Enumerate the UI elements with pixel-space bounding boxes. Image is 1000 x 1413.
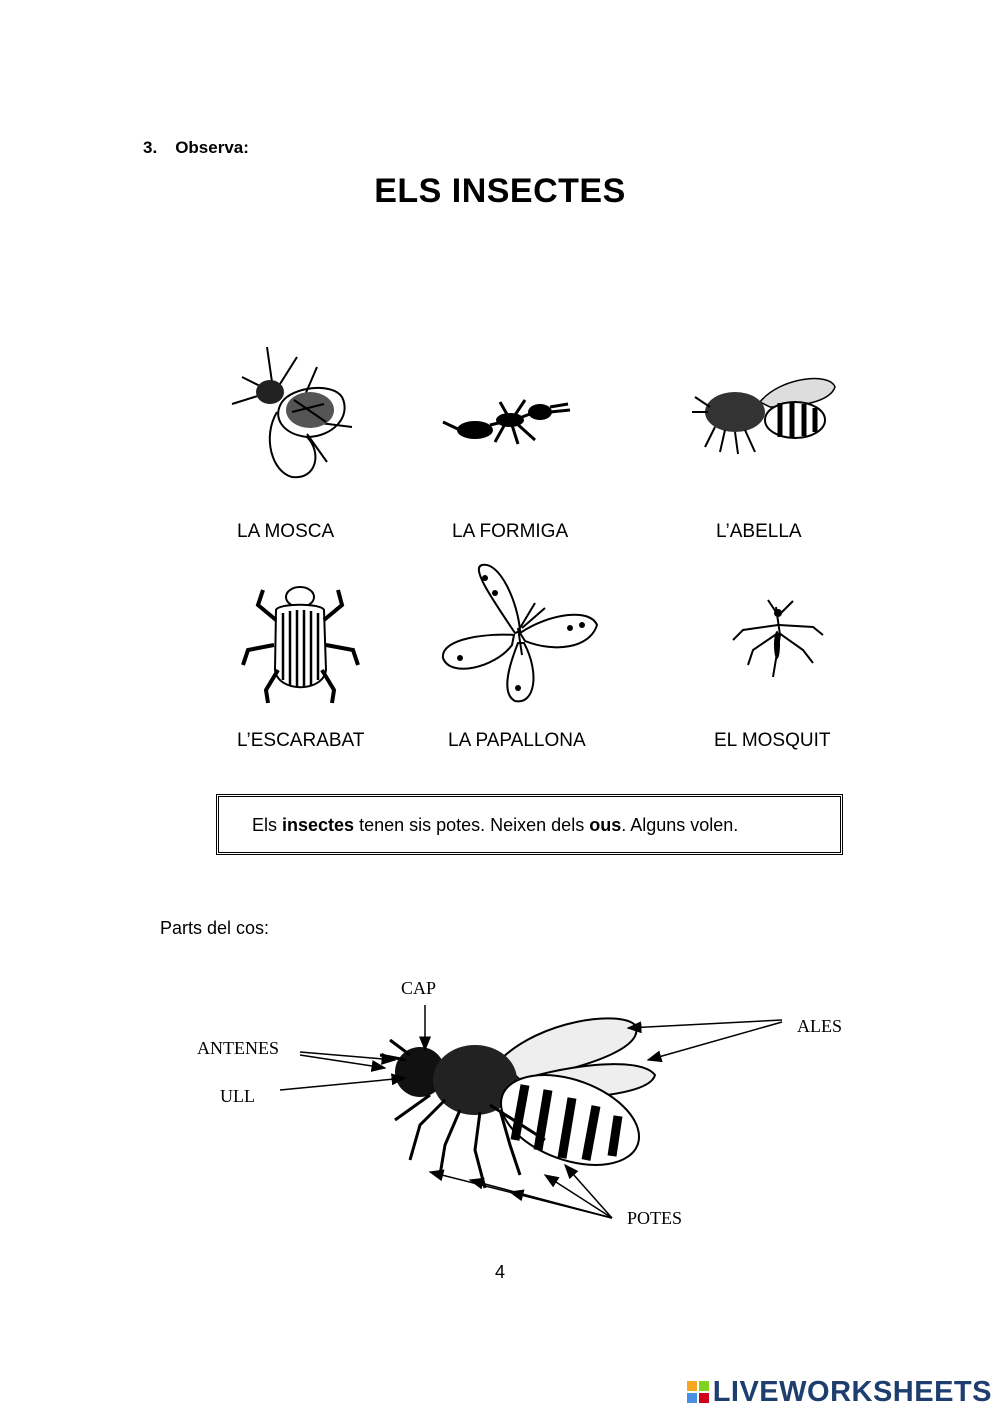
instruction-number: 3. — [143, 138, 158, 157]
fact-bold-insectes: insectes — [282, 815, 355, 835]
brand-logo[interactable] — [687, 1376, 992, 1409]
insect-label-papallona: LA PAPALLONA — [448, 730, 586, 751]
fact-part-3: . Alguns volen. — [621, 815, 739, 835]
brand-mark-icon — [687, 1381, 709, 1403]
insect-label-mosca: LA MOSCA — [237, 521, 335, 542]
diagram-label-potes: POTES — [627, 1208, 683, 1228]
brand-name: LIVEWORKSHEETS — [712, 1376, 992, 1408]
page-number: 4 — [494, 1262, 505, 1282]
fact-bold-ous: ous — [589, 815, 622, 835]
instruction-text: Observa: — [175, 138, 249, 157]
page-title: ELS INSECTES — [374, 172, 626, 210]
insect-label-formiga: LA FORMIGA — [452, 521, 569, 542]
fact-part-2: tenen sis potes. Neixen dels — [354, 815, 590, 835]
parts-heading: Parts del cos: — [160, 918, 270, 938]
diagram-label-ales: ALES — [797, 1016, 842, 1036]
insect-label-escarabat: L’ESCARABAT — [237, 730, 365, 751]
insect-label-abella: L’ABELLA — [716, 521, 802, 542]
diagram-label-cap: CAP — [401, 978, 437, 998]
diagram-label-antenes: ANTENES — [197, 1038, 279, 1058]
insect-label-mosquit: EL MOSQUIT — [714, 730, 831, 751]
diagram-label-ull: ULL — [220, 1086, 255, 1106]
fact-part-1: Els — [252, 815, 283, 835]
